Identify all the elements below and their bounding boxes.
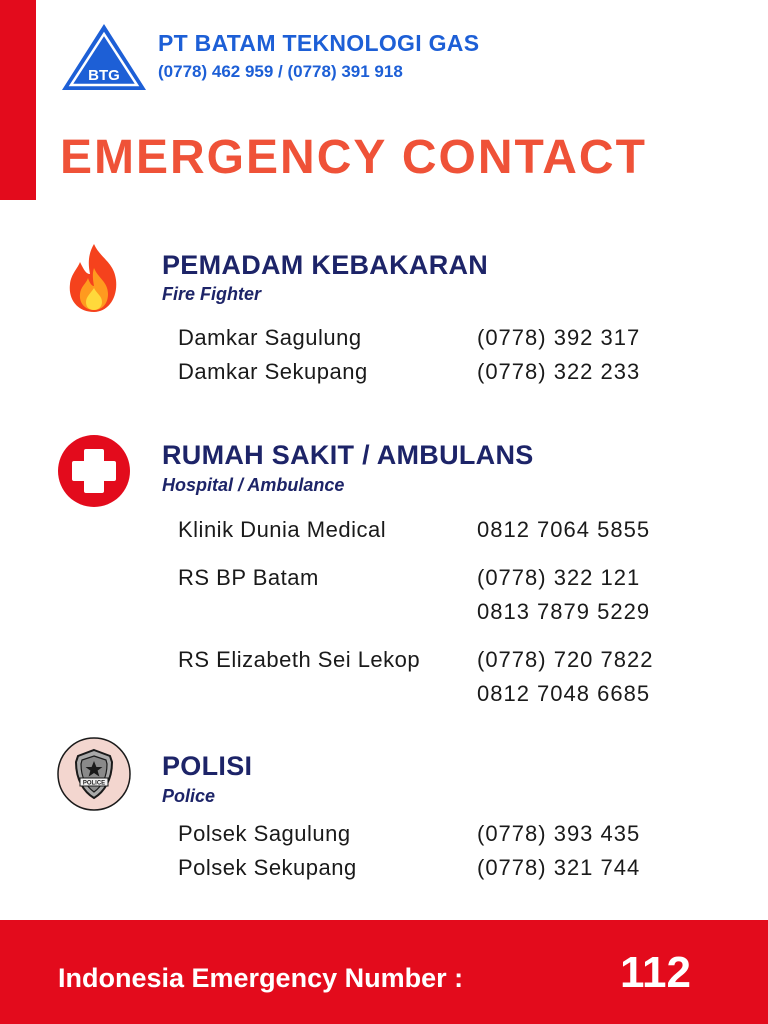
section-subtitle: Fire Fighter <box>162 284 262 304</box>
section-title: RUMAH SAKIT / AMBULANS <box>162 440 534 470</box>
company-name: PT BATAM TEKNOLOGI GAS <box>158 30 480 56</box>
contact-name: Damkar Sekupang <box>178 359 368 384</box>
section-title: POLISI <box>162 751 253 781</box>
left-accent-bar <box>0 0 36 200</box>
contact-number: (0778) 322 233 <box>477 359 641 384</box>
contact-number: (0778) 720 7822 <box>477 647 654 672</box>
footer-emergency-banner <box>0 920 768 1024</box>
contact-name: Polsek Sekupang <box>178 855 357 880</box>
emergency-number: 112 <box>620 948 691 997</box>
page-title: EMERGENCY CONTACT <box>60 131 647 184</box>
fire-icon <box>56 240 132 316</box>
contact-name: RS Elizabeth Sei Lekop <box>178 647 421 672</box>
contact-number: 0812 7048 6685 <box>477 681 651 706</box>
police-badge-text: POLICE <box>82 780 106 787</box>
contact-name: Polsek Sagulung <box>178 821 351 846</box>
company-phone: (0778) 462 959 / (0778) 391 918 <box>158 62 403 81</box>
contact-number: 0812 7064 5855 <box>477 517 651 542</box>
section-subtitle: Police <box>162 786 216 806</box>
section-subtitle: Hospital / Ambulance <box>162 475 345 495</box>
police-badge-icon <box>56 736 132 812</box>
contact-number: (0778) 393 435 <box>477 821 641 846</box>
contact-number: (0778) 322 121 <box>477 565 641 590</box>
contact-number: (0778) 392 317 <box>477 325 641 350</box>
medical-cross-icon <box>56 433 132 509</box>
footer-label: Indonesia Emergency Number : <box>58 963 464 993</box>
section-title: PEMADAM KEBAKARAN <box>162 250 489 280</box>
logo-text: BTG <box>88 67 120 84</box>
contact-name: Damkar Sagulung <box>178 325 362 350</box>
contact-name: RS BP Batam <box>178 565 319 590</box>
contact-name: Klinik Dunia Medical <box>178 517 387 542</box>
contact-number: 0813 7879 5229 <box>477 599 651 624</box>
contact-number: (0778) 321 744 <box>477 855 641 880</box>
btg-logo-icon <box>60 22 148 92</box>
